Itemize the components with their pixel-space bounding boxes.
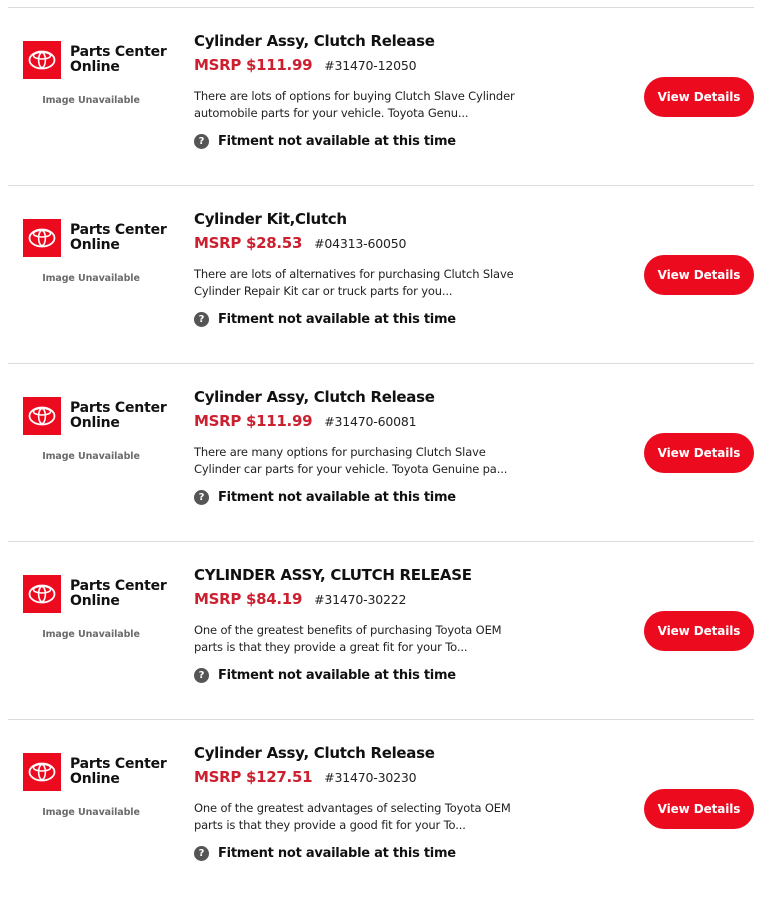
price-row [194, 768, 614, 786]
product-image-placeholder[interactable] [23, 397, 173, 462]
toyota-emblem-icon [23, 219, 61, 257]
product-info [194, 388, 614, 505]
image-unavailable-label: Image Unavailable [42, 451, 140, 462]
toyota-emblem-icon [23, 575, 61, 613]
toyota-emblem-icon [23, 41, 61, 79]
product-description [194, 444, 534, 478]
product-price: MSRP $111.99 [194, 56, 313, 74]
description-line-1: One of the greatest benefits of purchasing Toyota OEM [194, 623, 502, 637]
price-row [194, 412, 614, 430]
view-details-button[interactable]: View Details [644, 611, 754, 651]
description-line-1: There are lots of options for buying Clutch Slave Cylinder [194, 89, 515, 103]
fitment-text: Fitment not available at this time [218, 668, 456, 683]
product-info [194, 32, 614, 149]
product-image-placeholder[interactable] [23, 575, 173, 640]
image-unavailable-label: Image Unavailable [42, 273, 140, 284]
question-circle-icon[interactable]: ? [194, 490, 209, 505]
description-line-2: automobile parts for your vehicle. Toyota Genu... [194, 106, 469, 120]
logo-line-2: Online [70, 237, 120, 253]
part-number: #04313-60050 [314, 236, 407, 251]
fitment-status [194, 490, 614, 505]
logo-line-2: Online [70, 771, 120, 787]
price-row [194, 590, 614, 608]
product-price: MSRP $28.53 [194, 234, 303, 252]
view-details-button[interactable]: View Details [644, 789, 754, 829]
description-line-2: Cylinder Repair Kit car or truck parts for you... [194, 284, 453, 298]
product-info [194, 566, 614, 683]
product-description [194, 800, 534, 834]
logo-line-1: Parts Center [70, 222, 167, 238]
product-list [8, 7, 754, 897]
fitment-text: Fitment not available at this time [218, 846, 456, 861]
description-line-2: parts is that they provide a great fit for your To... [194, 640, 468, 654]
logo-line-1: Parts Center [70, 400, 167, 416]
fitment-status [194, 668, 614, 683]
product-title[interactable]: CYLINDER ASSY, CLUTCH RELEASE [194, 566, 472, 584]
product-title[interactable]: Cylinder Assy, Clutch Release [194, 744, 435, 762]
fitment-status [194, 312, 614, 327]
logo-wordmark [70, 223, 167, 253]
question-circle-icon[interactable]: ? [194, 668, 209, 683]
toyota-emblem-icon [23, 397, 61, 435]
product-description [194, 88, 534, 122]
fitment-status [194, 134, 614, 149]
product-price: MSRP $111.99 [194, 412, 313, 430]
image-unavailable-label: Image Unavailable [42, 807, 140, 818]
product-item [8, 363, 754, 541]
product-description [194, 622, 534, 656]
description-line-1: One of the greatest advantages of selecting Toyota OEM [194, 801, 511, 815]
fitment-text: Fitment not available at this time [218, 490, 456, 505]
product-image-placeholder[interactable] [23, 753, 173, 818]
logo-wordmark [70, 401, 167, 431]
view-details-button[interactable]: View Details [644, 433, 754, 473]
description-line-1: There are many options for purchasing Clutch Slave [194, 445, 486, 459]
question-circle-icon[interactable]: ? [194, 312, 209, 327]
logo-line-2: Online [70, 59, 120, 75]
brand-logo [23, 41, 173, 79]
product-item [8, 7, 754, 185]
product-price: MSRP $127.51 [194, 768, 313, 786]
price-row [194, 56, 614, 74]
logo-line-1: Parts Center [70, 578, 167, 594]
logo-line-1: Parts Center [70, 756, 167, 772]
brand-logo [23, 397, 173, 435]
logo-wordmark [70, 45, 167, 75]
product-image-placeholder[interactable] [23, 219, 173, 284]
brand-logo [23, 753, 173, 791]
logo-wordmark [70, 757, 167, 787]
product-item [8, 719, 754, 897]
product-title[interactable]: Cylinder Assy, Clutch Release [194, 388, 435, 406]
logo-line-1: Parts Center [70, 44, 167, 60]
product-info [194, 744, 614, 861]
logo-wordmark [70, 579, 167, 609]
product-price: MSRP $84.19 [194, 590, 303, 608]
fitment-text: Fitment not available at this time [218, 134, 456, 149]
product-description [194, 266, 534, 300]
view-details-button[interactable]: View Details [644, 77, 754, 117]
product-image-placeholder[interactable] [23, 41, 173, 106]
brand-logo [23, 575, 173, 613]
question-circle-icon[interactable]: ? [194, 134, 209, 149]
description-line-1: There are lots of alternatives for purchasing Clutch Slave [194, 267, 514, 281]
image-unavailable-label: Image Unavailable [42, 629, 140, 640]
image-unavailable-label: Image Unavailable [42, 95, 140, 106]
product-item [8, 541, 754, 719]
price-row [194, 234, 614, 252]
fitment-text: Fitment not available at this time [218, 312, 456, 327]
part-number: #31470-30230 [324, 770, 417, 785]
part-number: #31470-12050 [324, 58, 417, 73]
part-number: #31470-60081 [324, 414, 417, 429]
description-line-2: Cylinder car parts for your vehicle. Toyota Genuine pa... [194, 462, 508, 476]
toyota-emblem-icon [23, 753, 61, 791]
product-title[interactable]: Cylinder Kit,Clutch [194, 210, 347, 228]
description-line-2: parts is that they provide a good fit for your To... [194, 818, 466, 832]
logo-line-2: Online [70, 593, 120, 609]
product-info [194, 210, 614, 327]
product-item [8, 185, 754, 363]
question-circle-icon[interactable]: ? [194, 846, 209, 861]
view-details-button[interactable]: View Details [644, 255, 754, 295]
product-title[interactable]: Cylinder Assy, Clutch Release [194, 32, 435, 50]
part-number: #31470-30222 [314, 592, 407, 607]
fitment-status [194, 846, 614, 861]
logo-line-2: Online [70, 415, 120, 431]
brand-logo [23, 219, 173, 257]
